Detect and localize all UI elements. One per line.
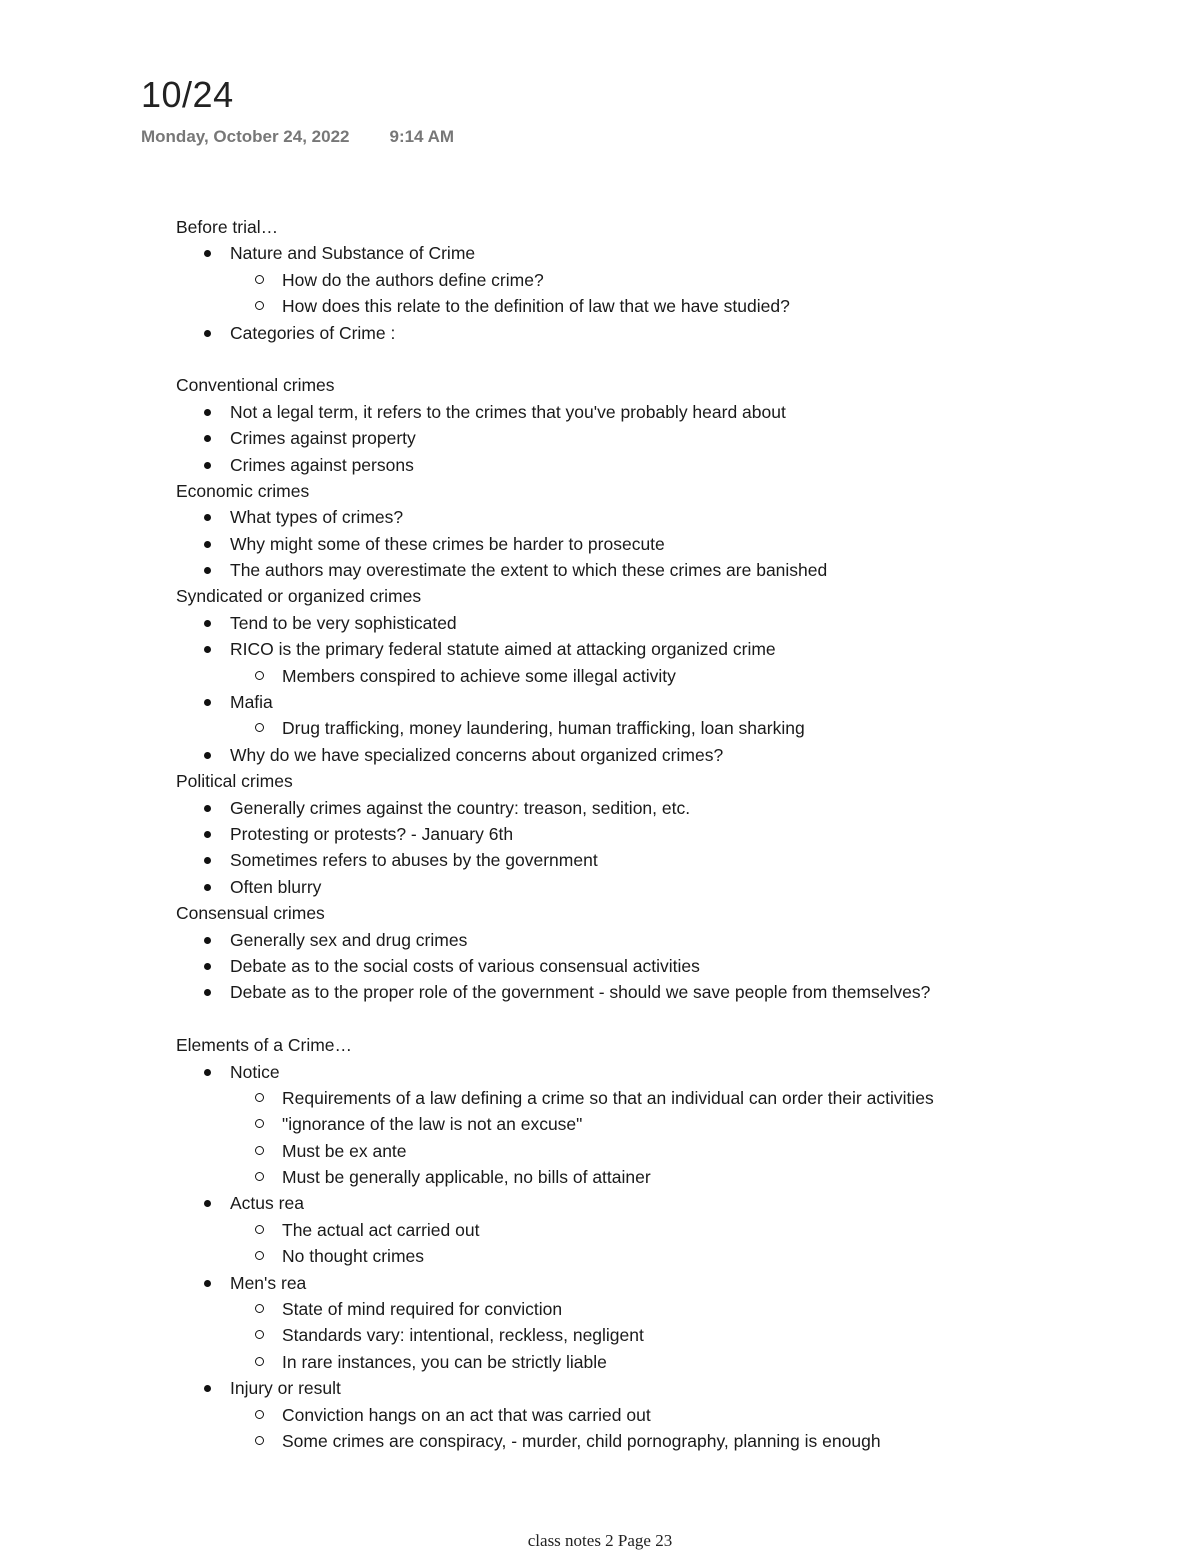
bullet-item — [176, 1190, 1156, 1216]
bullet-icon — [204, 1280, 211, 1287]
hollow-bullet-icon — [255, 1251, 264, 1260]
sub-bullet-item — [176, 1322, 1156, 1348]
bullet-icon — [204, 567, 211, 574]
bullet-icon — [204, 409, 211, 416]
line-text: Must be ex ante — [282, 1140, 407, 1161]
line-text: Tend to be very sophisticated — [230, 612, 457, 633]
bullet-icon — [204, 435, 211, 442]
bullet-icon — [204, 963, 211, 970]
line-text: Political crimes — [176, 771, 293, 792]
sub-bullet-item — [176, 715, 1156, 741]
line-text: "ignorance of the law is not an excuse" — [282, 1114, 583, 1135]
bullet-item — [176, 504, 1156, 530]
section-heading — [176, 1032, 1156, 1058]
bullet-item — [176, 795, 1156, 821]
bullet-icon — [204, 1069, 211, 1076]
bullet-item — [176, 742, 1156, 768]
bullet-item — [176, 636, 1156, 662]
line-text: Notice — [230, 1061, 280, 1082]
bullet-icon — [204, 620, 211, 627]
line-text: What types of crimes? — [230, 507, 404, 528]
bullet-item — [176, 452, 1156, 478]
sub-bullet-item — [176, 1111, 1156, 1137]
hollow-bullet-icon — [255, 1225, 264, 1234]
bullet-icon — [204, 884, 211, 891]
hollow-bullet-icon — [255, 1304, 264, 1313]
bullet-icon — [204, 699, 211, 706]
line-text: Actus rea — [230, 1193, 304, 1214]
bullet-item — [176, 979, 1156, 1005]
line-text: Sometimes refers to abuses by the government — [230, 850, 598, 871]
bullet-icon — [204, 831, 211, 838]
sub-bullet-item — [176, 1138, 1156, 1164]
line-text: Conviction hangs on an act that was carried out — [282, 1404, 651, 1425]
line-text: Elements of a Crime… — [176, 1035, 353, 1056]
line-text: Crimes against persons — [230, 454, 414, 475]
page-title: 10/24 — [141, 74, 234, 115]
hollow-bullet-icon — [255, 1172, 264, 1181]
line-text: Some crimes are conspiracy, - murder, child pornography, planning is enough — [282, 1430, 881, 1451]
line-text: Drug trafficking, money laundering, human trafficking, loan sharking — [282, 718, 805, 739]
line-text: The actual act carried out — [282, 1219, 480, 1240]
line-text: Mafia — [230, 692, 273, 713]
line-text: Must be generally applicable, no bills of attainer — [282, 1167, 651, 1188]
line-text: Men's rea — [230, 1272, 307, 1293]
bullet-item — [176, 927, 1156, 953]
sub-bullet-item — [176, 1296, 1156, 1322]
line-text: Injury or result — [230, 1378, 341, 1399]
line-text: No thought crimes — [282, 1246, 425, 1267]
bullet-icon — [204, 250, 211, 257]
page-meta — [141, 127, 454, 147]
bullet-item — [176, 1270, 1156, 1296]
section-heading — [176, 900, 1156, 926]
hollow-bullet-icon — [255, 275, 264, 284]
line-text: RICO is the primary federal statute aimed at attacking organized crime — [230, 639, 776, 660]
line-text: Generally sex and drug crimes — [230, 929, 468, 950]
page-date: Monday, October 24, 2022 — [141, 127, 350, 146]
hollow-bullet-icon — [255, 1093, 264, 1102]
section-heading — [176, 583, 1156, 609]
bullet-item — [176, 689, 1156, 715]
bullet-icon — [204, 989, 211, 996]
bullet-item — [176, 847, 1156, 873]
line-text: Debate as to the proper role of the government - should we save people from themselves? — [230, 982, 931, 1003]
line-text: In rare instances, you can be strictly liable — [282, 1351, 607, 1372]
bullet-item — [176, 399, 1156, 425]
bullet-item — [176, 1059, 1156, 1085]
hollow-bullet-icon — [255, 301, 264, 310]
page-time: 9:14 AM — [389, 127, 455, 146]
sub-bullet-item — [176, 1349, 1156, 1375]
bullet-icon — [204, 646, 211, 653]
bullet-icon — [204, 462, 211, 469]
bullet-item — [176, 320, 1156, 346]
note-body — [176, 214, 1156, 1454]
line-text: How do the authors define crime? — [282, 269, 544, 290]
hollow-bullet-icon — [255, 1330, 264, 1339]
section-heading — [176, 768, 1156, 794]
bullet-icon — [204, 330, 211, 337]
bullet-icon — [204, 805, 211, 812]
line-text: The authors may overestimate the extent to which these crimes are banished — [230, 560, 828, 581]
sub-bullet-item — [176, 267, 1156, 293]
bullet-item — [176, 821, 1156, 847]
bullet-icon — [204, 1385, 211, 1392]
blank-line — [176, 346, 1156, 372]
sub-bullet-item — [176, 1085, 1156, 1111]
bullet-item — [176, 1375, 1156, 1401]
bullet-item — [176, 557, 1156, 583]
line-text: Crimes against property — [230, 428, 416, 449]
bullet-icon — [204, 857, 211, 864]
hollow-bullet-icon — [255, 1119, 264, 1128]
line-text: Requirements of a law defining a crime so that an individual can order their activities — [282, 1087, 934, 1108]
line-text: Protesting or protests? - January 6th — [230, 823, 514, 844]
sub-bullet-item — [176, 663, 1156, 689]
bullet-icon — [204, 514, 211, 521]
line-text: Conventional crimes — [176, 375, 335, 396]
line-text: Members conspired to achieve some illegal activity — [282, 665, 676, 686]
bullet-icon — [204, 541, 211, 548]
line-text: Not a legal term, it refers to the crimes that you've probably heard about — [230, 401, 786, 422]
bullet-item — [176, 610, 1156, 636]
line-text: Economic crimes — [176, 480, 310, 501]
section-heading — [176, 372, 1156, 398]
page-footer: class notes 2 Page 23 — [527, 1531, 673, 1550]
sub-bullet-item — [176, 293, 1156, 319]
line-text: How does this relate to the definition of law that we have studied? — [282, 296, 790, 317]
bullet-item — [176, 531, 1156, 557]
sub-bullet-item — [176, 1217, 1156, 1243]
bullet-item — [176, 240, 1156, 266]
bullet-item — [176, 953, 1156, 979]
bullet-icon — [204, 752, 211, 759]
blank-line — [176, 1006, 1156, 1032]
line-text: Often blurry — [230, 876, 322, 897]
bullet-item — [176, 874, 1156, 900]
line-text: Why might some of these crimes be harder to prosecute — [230, 533, 665, 554]
line-text: Nature and Substance of Crime — [230, 243, 476, 264]
section-heading — [176, 478, 1156, 504]
sub-bullet-item — [176, 1164, 1156, 1190]
line-text: Consensual crimes — [176, 903, 325, 924]
bullet-item — [176, 425, 1156, 451]
hollow-bullet-icon — [255, 1357, 264, 1366]
sub-bullet-item — [176, 1428, 1156, 1454]
line-text: Why do we have specialized concerns about organized crimes? — [230, 744, 724, 765]
line-text: Categories of Crime : — [230, 322, 396, 343]
line-text: Syndicated or organized crimes — [176, 586, 422, 607]
hollow-bullet-icon — [255, 1436, 264, 1445]
bullet-icon — [204, 1200, 211, 1207]
line-text: Standards vary: intentional, reckless, negligent — [282, 1325, 644, 1346]
hollow-bullet-icon — [255, 1146, 264, 1155]
sub-bullet-item — [176, 1243, 1156, 1269]
sub-bullet-item — [176, 1402, 1156, 1428]
hollow-bullet-icon — [255, 671, 264, 680]
bullet-icon — [204, 937, 211, 944]
hollow-bullet-icon — [255, 1410, 264, 1419]
line-text: State of mind required for conviction — [282, 1299, 563, 1320]
line-text: Generally crimes against the country: treason, sedition, etc. — [230, 797, 691, 818]
line-text: Debate as to the social costs of various consensual activities — [230, 955, 700, 976]
hollow-bullet-icon — [255, 723, 264, 732]
line-text: Before trial… — [176, 217, 279, 237]
section-heading — [176, 214, 1156, 240]
